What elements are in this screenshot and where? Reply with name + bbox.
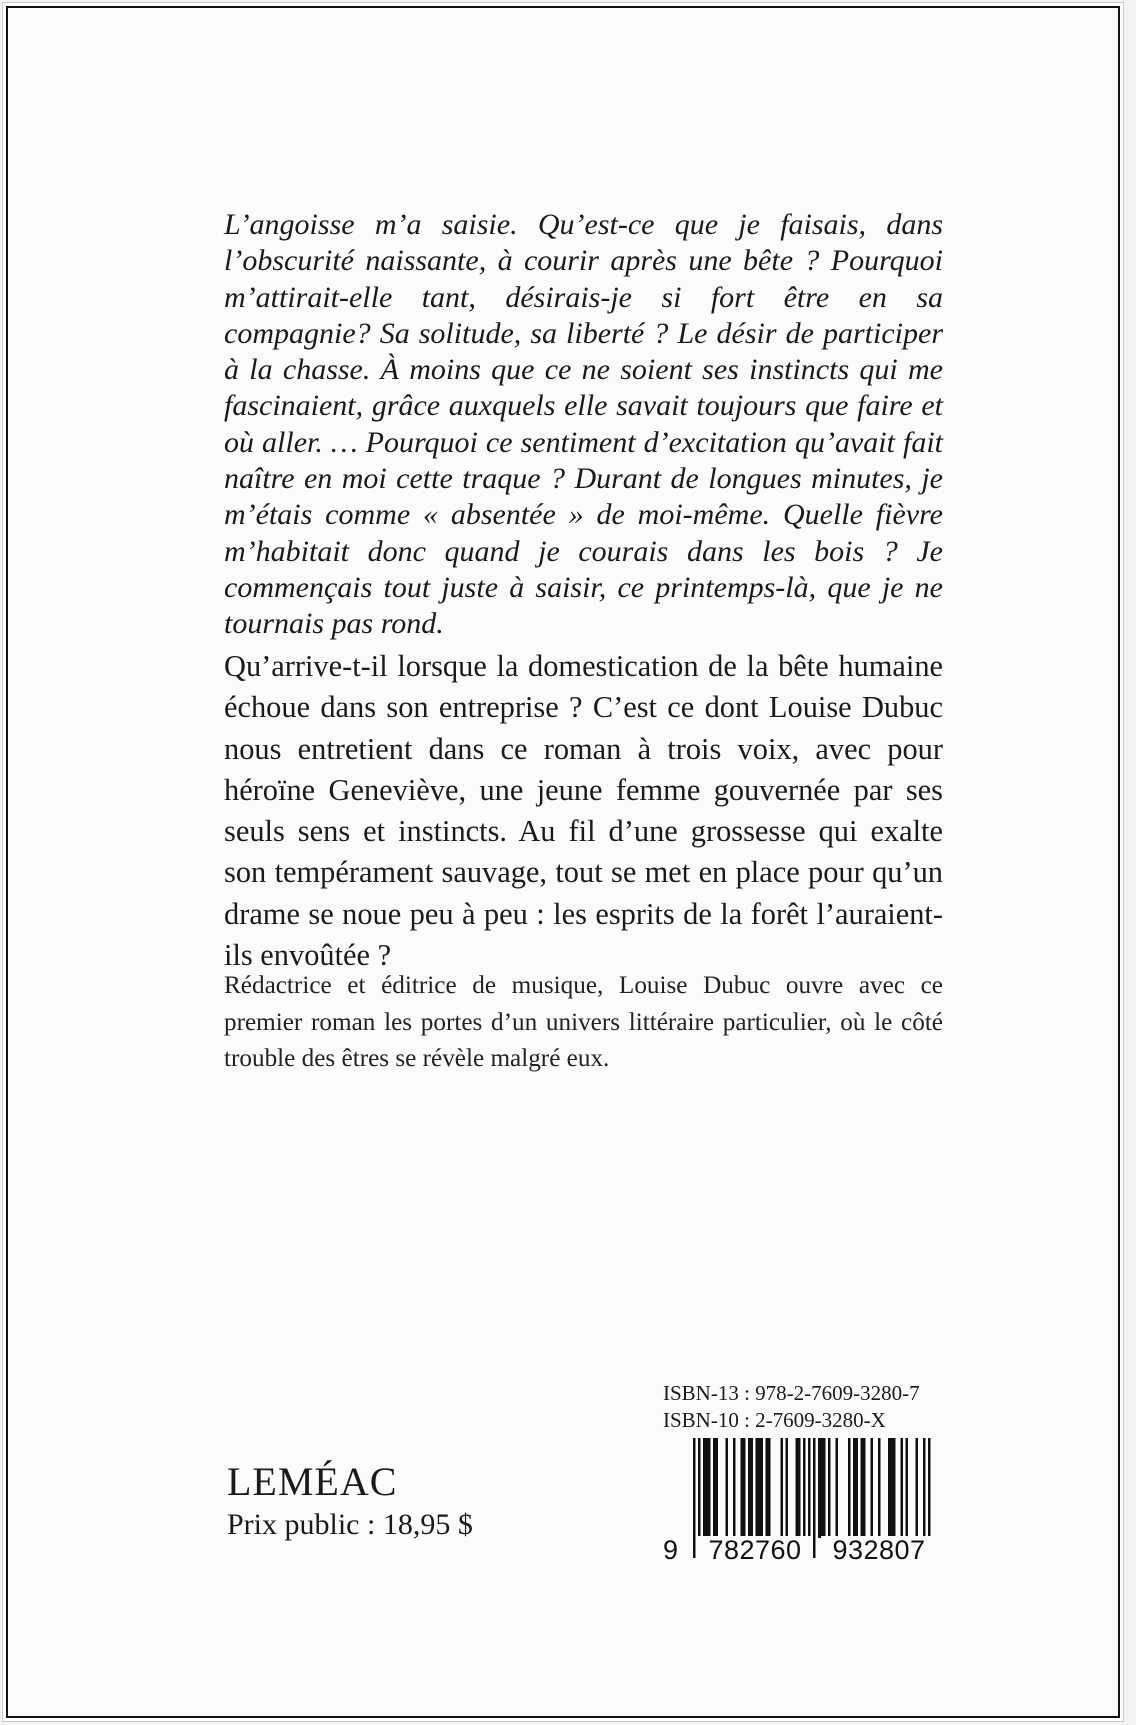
back-cover xyxy=(6,6,1120,1718)
isbn-10: ISBN-10 : 2-7609-3280-X xyxy=(663,1408,886,1432)
barcode xyxy=(663,1438,953,1564)
barcode-bar xyxy=(748,1438,751,1538)
publisher-name: LEMÉAC xyxy=(227,1459,398,1504)
barcode-bar xyxy=(796,1438,799,1538)
barcode-bar xyxy=(871,1438,874,1538)
barcode-bar xyxy=(733,1438,736,1538)
isbn-block xyxy=(663,1380,953,1565)
barcode-right-digits: 932807 xyxy=(821,1536,937,1564)
barcode-bar xyxy=(906,1438,909,1538)
barcode-bar xyxy=(741,1438,744,1538)
barcode-bar xyxy=(891,1438,894,1538)
barcode-bar xyxy=(863,1438,866,1538)
barcode-bar xyxy=(751,1438,754,1538)
barcode-bar xyxy=(768,1438,771,1538)
barcode-bar xyxy=(848,1438,851,1538)
barcode-bar xyxy=(818,1438,821,1538)
price-label: Prix public : 18,95 $ xyxy=(227,1508,473,1541)
barcode-bar xyxy=(893,1438,896,1538)
barcode-bar xyxy=(916,1438,919,1538)
barcode-left-digits: 782760 xyxy=(697,1536,813,1564)
barcode-bar xyxy=(836,1438,839,1538)
barcode-bar xyxy=(813,1438,816,1558)
barcode-bar xyxy=(708,1438,711,1538)
barcode-bar xyxy=(856,1438,859,1538)
barcode-bar xyxy=(888,1438,891,1538)
barcode-bar xyxy=(693,1438,696,1558)
barcode-bar xyxy=(743,1438,746,1538)
barcode-bar xyxy=(878,1438,881,1538)
barcode-first-digit: 9 xyxy=(663,1535,679,1565)
barcode-bar xyxy=(713,1438,716,1538)
barcode-bar xyxy=(828,1438,831,1538)
barcode-bar xyxy=(786,1438,789,1538)
barcode-bar xyxy=(901,1438,904,1538)
author-bio-paragraph: Rédactrice et éditrice de musique, Louise Dubuc ouvre avec ce premier roman les portes d’un univers littéraire particulier, où le côté trouble des êtres se révèle malgré eux. xyxy=(224,972,943,1072)
isbn-13: ISBN-13 : 978-2-7609-3280-7 xyxy=(663,1381,920,1405)
barcode-bar xyxy=(853,1438,856,1538)
barcode-bar xyxy=(766,1438,769,1538)
barcode-bar xyxy=(761,1438,764,1538)
barcode-bar xyxy=(823,1438,826,1538)
barcode-bar xyxy=(781,1438,784,1538)
barcode-bar xyxy=(803,1438,806,1538)
excerpt-paragraph: L’angoisse m’a saisie. Qu’est-ce que je faisais, dans l’obscurité naissante, à courir après une bête ? Pourquoi m’attirait-elle tant, désirais-je si fort être en sa compagnie? Sa solitude, sa liberté ? Le désir de participer à la chasse. À moins que ce ne soient ses instincts qui me fascinaient, grâce auxquels elle savait toujours que faire et où aller. … Pourquoi ce sentiment d’excitation qu’avait fait naître en moi cette traque ? Durant de longues minutes, je m’étais comme « absentée » de moi-même. Quelle fièvre m’habitait donc quand je courais dans les bois ? Je commençais tout juste à saisir, ce printemps-là, que je ne tournais pas rond. xyxy=(224,208,943,641)
barcode-bar xyxy=(861,1438,864,1538)
summary-paragraph: Qu’arrive-t-il lorsque la domestication de la bête humaine échoue dans son entreprise ? C’est ce dont Louise Dubuc nous entretient dans ce roman à trois voix, avec pour héroïne Geneviève, une jeune femme gouvernée par ses seuls sens et instincts. Au fil d’une grossesse qui exalte son tempérament sauvage, tout se met en place pour qu’un drame se noue peu à peu : les esprits de la forêt l’auraient-ils envoûtée ? xyxy=(224,649,943,973)
barcode-bar xyxy=(756,1438,759,1538)
barcode-bar xyxy=(716,1438,719,1538)
barcode-bar xyxy=(821,1438,824,1538)
barcode-bar xyxy=(703,1438,706,1538)
barcode-bar xyxy=(798,1438,801,1538)
barcode-bar xyxy=(706,1438,709,1538)
barcode-bar xyxy=(758,1438,761,1538)
barcode-bar xyxy=(726,1438,729,1538)
